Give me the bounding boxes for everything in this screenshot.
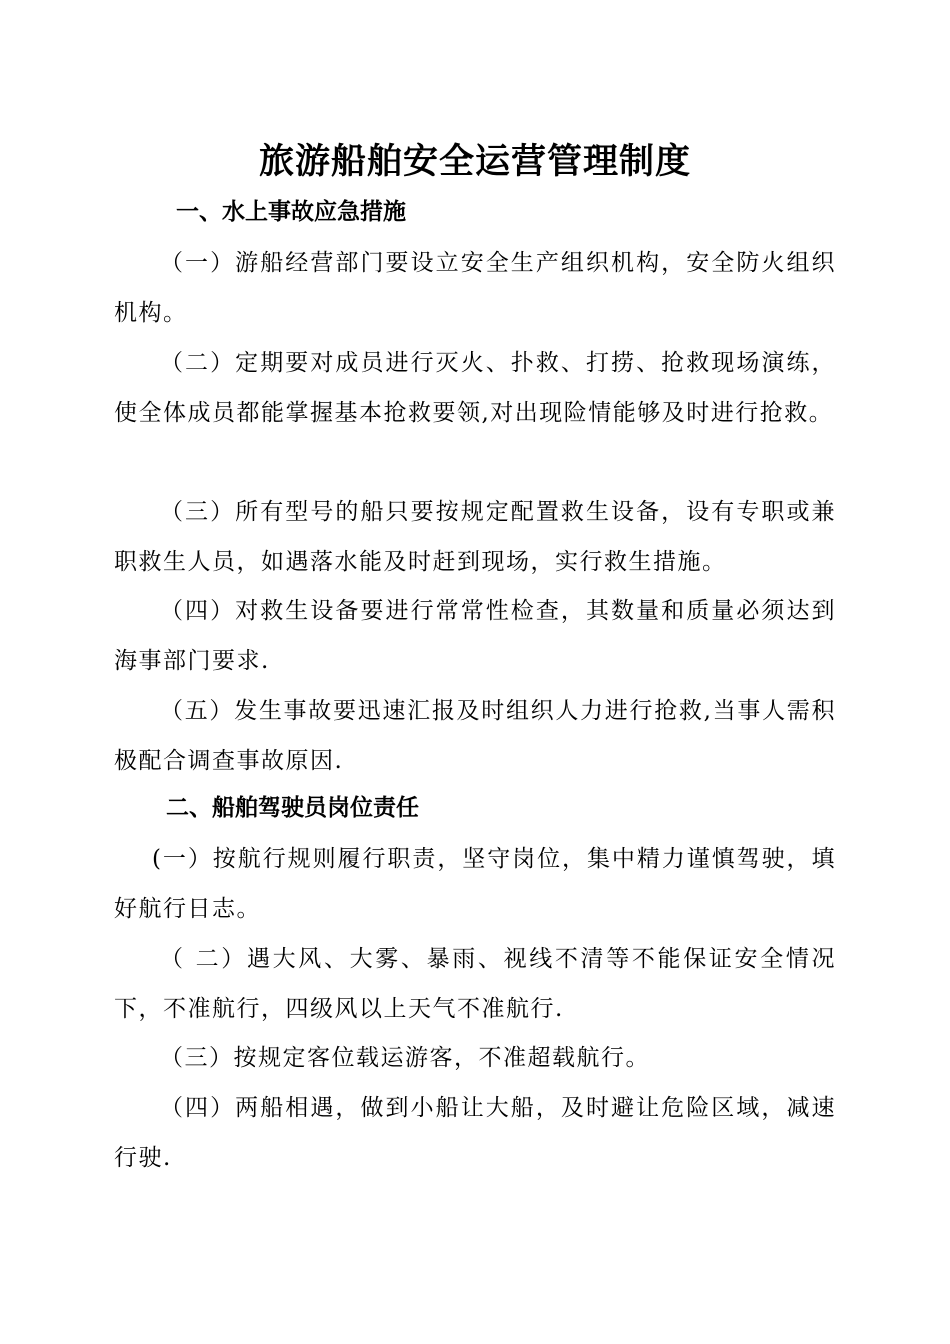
paragraph: （四）两船相遇，做到小船让大船，及时避让危险区域，减速行驶. xyxy=(114,1095,836,1171)
paragraph: （一）游船经营部门要设立安全生产组织机构，安全防火组织机构。 xyxy=(114,250,836,326)
paragraph: （五）发生事故要迅速汇报及时组织人力进行抢救,当事人需积极配合调查事故原因. xyxy=(114,698,836,774)
paragraph: （三）按规定客位载运游客，不准超载航行。 xyxy=(160,1045,650,1071)
document-title: 旅游船舶安全运营管理制度 xyxy=(258,142,691,182)
section-heading-1: 一、水上事故应急措施 xyxy=(176,199,406,225)
paragraph: (一）按航行规则履行职责，坚守岗位，集中精力谨慎驾驶，填好航行日志。 xyxy=(114,846,836,922)
paragraph: （二）定期要对成员进行灭火、扑救、打捞、抢救现场演练，使全体成员都能掌握基本抢救要领,对出现险情能够及时进行抢救。 xyxy=(114,350,836,426)
paragraph: （三）所有型号的船只要按规定配置救生设备，设有专职或兼职救生人员，如遇落水能及时赶到现场，实行救生措施。 xyxy=(114,499,836,575)
paragraph: （四）对救生设备要进行常常性检查，其数量和质量必须达到海事部门要求. xyxy=(114,598,836,674)
section-heading-2: 二、船舶驾驶员岗位责任 xyxy=(166,795,419,821)
paragraph: （ 二）遇大风、大雾、暴雨、视线不清等不能保证安全情况下，不准航行，四级风以上天气不准航行. xyxy=(114,946,836,1022)
